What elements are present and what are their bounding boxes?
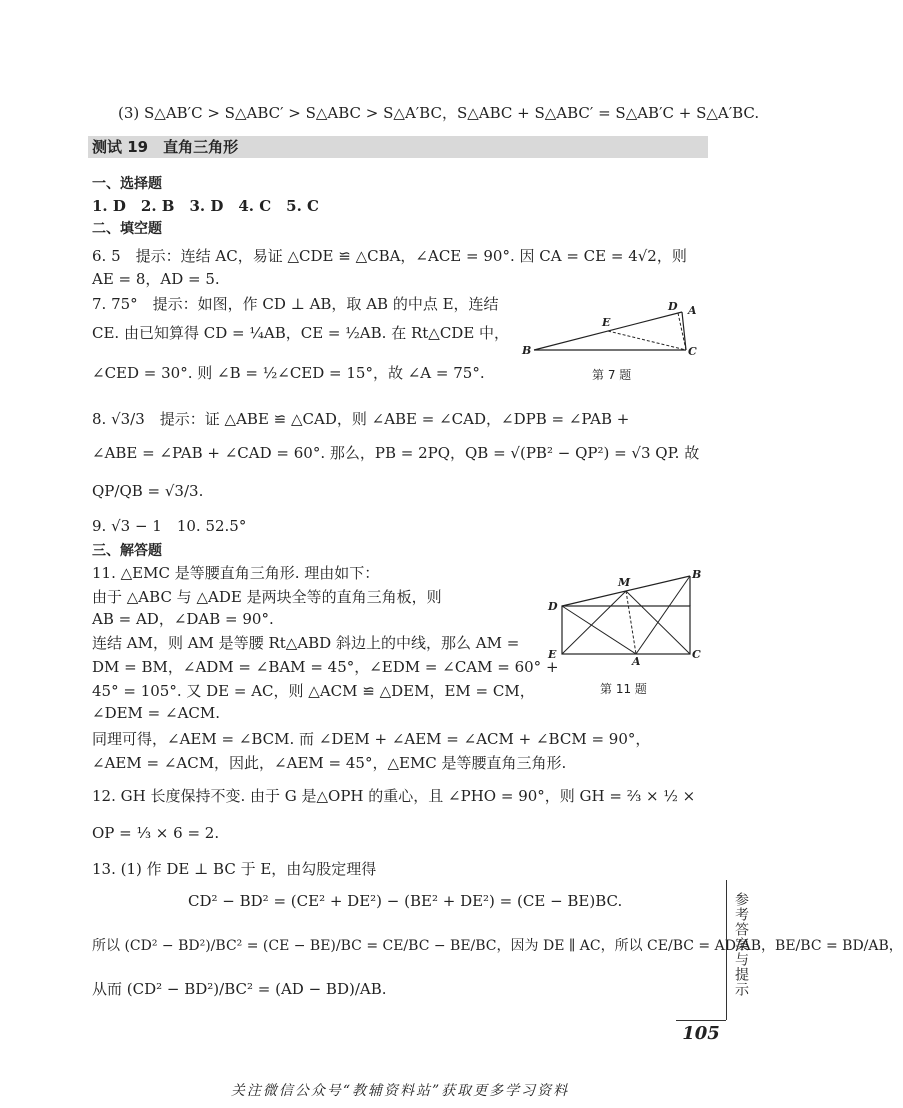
fig7-line-ce bbox=[608, 331, 686, 350]
fig11-caption: 第 11 题 bbox=[600, 682, 647, 696]
q13-line2: CD² − BD² = (CE² + DE²) − (BE² + DE²) = (CE − BE)BC. bbox=[188, 892, 623, 910]
section-solve: 三、解答题 bbox=[92, 543, 162, 559]
top-line: (3) S△AB′C > S△ABC′ > S△ABC > S△A′BC，S△ABC + S△ABC′ = S△AB′C + S△A′BC. bbox=[118, 104, 760, 122]
q6-line1: 6. 5 提示：连结 AC，易证 △CDE ≌ △CBA，∠ACE = 90°. 因 CA = CE = 4√2，则 bbox=[92, 247, 687, 265]
fig11-label-b: B bbox=[692, 568, 702, 581]
q8-line2: ∠ABE = ∠PAB + ∠CAD = 60°. 那么，PB = 2PQ，QB = √(PB² − QP²) = √3 QP. 故 bbox=[92, 444, 700, 462]
q11-line9: ∠AEM = ∠ACM，因此，∠AEM = 45°，△EMC 是等腰直角三角形. bbox=[92, 754, 567, 772]
fig7-caption: 第 7 题 bbox=[592, 368, 632, 382]
fig11-line-em bbox=[562, 591, 626, 654]
q11-line5: DM = BM，∠ADM = ∠BAM = 45°，∠EDM = ∠CAM = 60° + bbox=[92, 658, 559, 676]
page-number: 105 bbox=[676, 1020, 726, 1044]
q7-line2: CE. 由已知算得 CD = ¼AB，CE = ½AB. 在 Rt△CDE 中， bbox=[92, 324, 510, 342]
fig7-label-b: B bbox=[522, 344, 532, 357]
fig11-line-am bbox=[626, 591, 636, 654]
fig7-label-c: C bbox=[688, 345, 697, 358]
fig7-line-cd bbox=[678, 313, 686, 350]
fig7-label-d: D bbox=[668, 300, 678, 313]
test-title-banner: 测试 19 直角三角形 bbox=[88, 136, 708, 158]
q11-line8: 同理可得，∠AEM = ∠BCM. 而 ∠DEM + ∠AEM = ∠ACM + ∠BCM = 90°， bbox=[92, 730, 651, 748]
fig7-label-e: E bbox=[602, 316, 611, 329]
q11-line7: ∠DEM = ∠ACM. bbox=[92, 704, 221, 722]
q13-line1: 13. (1) 作 DE ⊥ BC 于 E，由勾股定理得 bbox=[92, 860, 377, 878]
fig11-label-c: C bbox=[692, 648, 701, 661]
fig11-rect bbox=[562, 606, 690, 654]
fig7-line-ac bbox=[682, 312, 686, 350]
section-choice: 一、选择题 bbox=[92, 176, 162, 192]
q11-line1: 11. △EMC 是等腰直角三角形. 理由如下： bbox=[92, 564, 380, 582]
choice-answers: 1. D 2. B 3. D 4. C 5. C bbox=[92, 197, 319, 215]
q7-line3: ∠CED = 30°. 则 ∠B = ½∠CED = 15°，故 ∠A = 75°. bbox=[92, 364, 485, 382]
side-tab-label: 参考答案与提示 bbox=[733, 892, 749, 997]
q9-q10: 9. √3 − 1 10. 52.5° bbox=[92, 517, 247, 535]
fig11-label-e: E bbox=[548, 648, 557, 661]
q12-line1: 12. GH 长度保持不变. 由于 G 是△OPH 的重心，且 ∠PHO = 90°，则 GH = ⅔ × ½ × bbox=[92, 787, 696, 805]
q12-line2: OP = ⅓ × 6 = 2. bbox=[92, 824, 220, 842]
q7-line1: 7. 75° 提示：如图，作 CD ⊥ AB，取 AB 的中点 E，连结 bbox=[92, 295, 499, 313]
footer-note: 关注微信公众号“教辅资料站”获取更多学习资料 bbox=[230, 1083, 570, 1099]
q13-line4: 从而 (CD² − BD²)/BC² = (AD − BD)/AB. bbox=[92, 980, 387, 998]
section-fill: 二、填空题 bbox=[92, 221, 162, 237]
figure-7 bbox=[518, 298, 708, 360]
fig11-label-a: A bbox=[632, 655, 641, 668]
fig7-label-a: A bbox=[688, 304, 697, 317]
fig11-line-ab bbox=[636, 576, 690, 654]
q11-line6: 45° = 105°. 又 DE = AC，则 △ACM ≌ △DEM，EM = CM， bbox=[92, 682, 535, 700]
fig11-label-m: M bbox=[618, 576, 631, 589]
q11-line2: 由于 △ABC 与 △ADE 是两块全等的直角三角板，则 bbox=[92, 588, 442, 606]
q11-line4: 连结 AM，则 AM 是等腰 Rt△ABD 斜边上的中线，那么 AM = bbox=[92, 634, 520, 652]
q8-line1: 8. √3/3 提示：证 △ABE ≌ △CAD，则 ∠ABE = ∠CAD，∠DPB = ∠PAB + bbox=[92, 410, 630, 428]
fig11-label-d: D bbox=[548, 600, 558, 613]
q6-line2: AE = 8，AD = 5. bbox=[92, 270, 220, 288]
q13-line3: 所以 (CD² − BD²)/BC² = (CE − BE)/BC = CE/BC − BE/BC，因为 DE ∥ AC，所以 CE/BC = AD/AB，BE/BC = BD/AB， bbox=[92, 938, 903, 954]
figure-11 bbox=[544, 568, 704, 666]
fig11-line-da bbox=[562, 606, 636, 654]
q8-line3: QP/QB = √3/3. bbox=[92, 482, 204, 500]
q11-line3: AB = AD，∠DAB = 90°. bbox=[92, 610, 274, 628]
